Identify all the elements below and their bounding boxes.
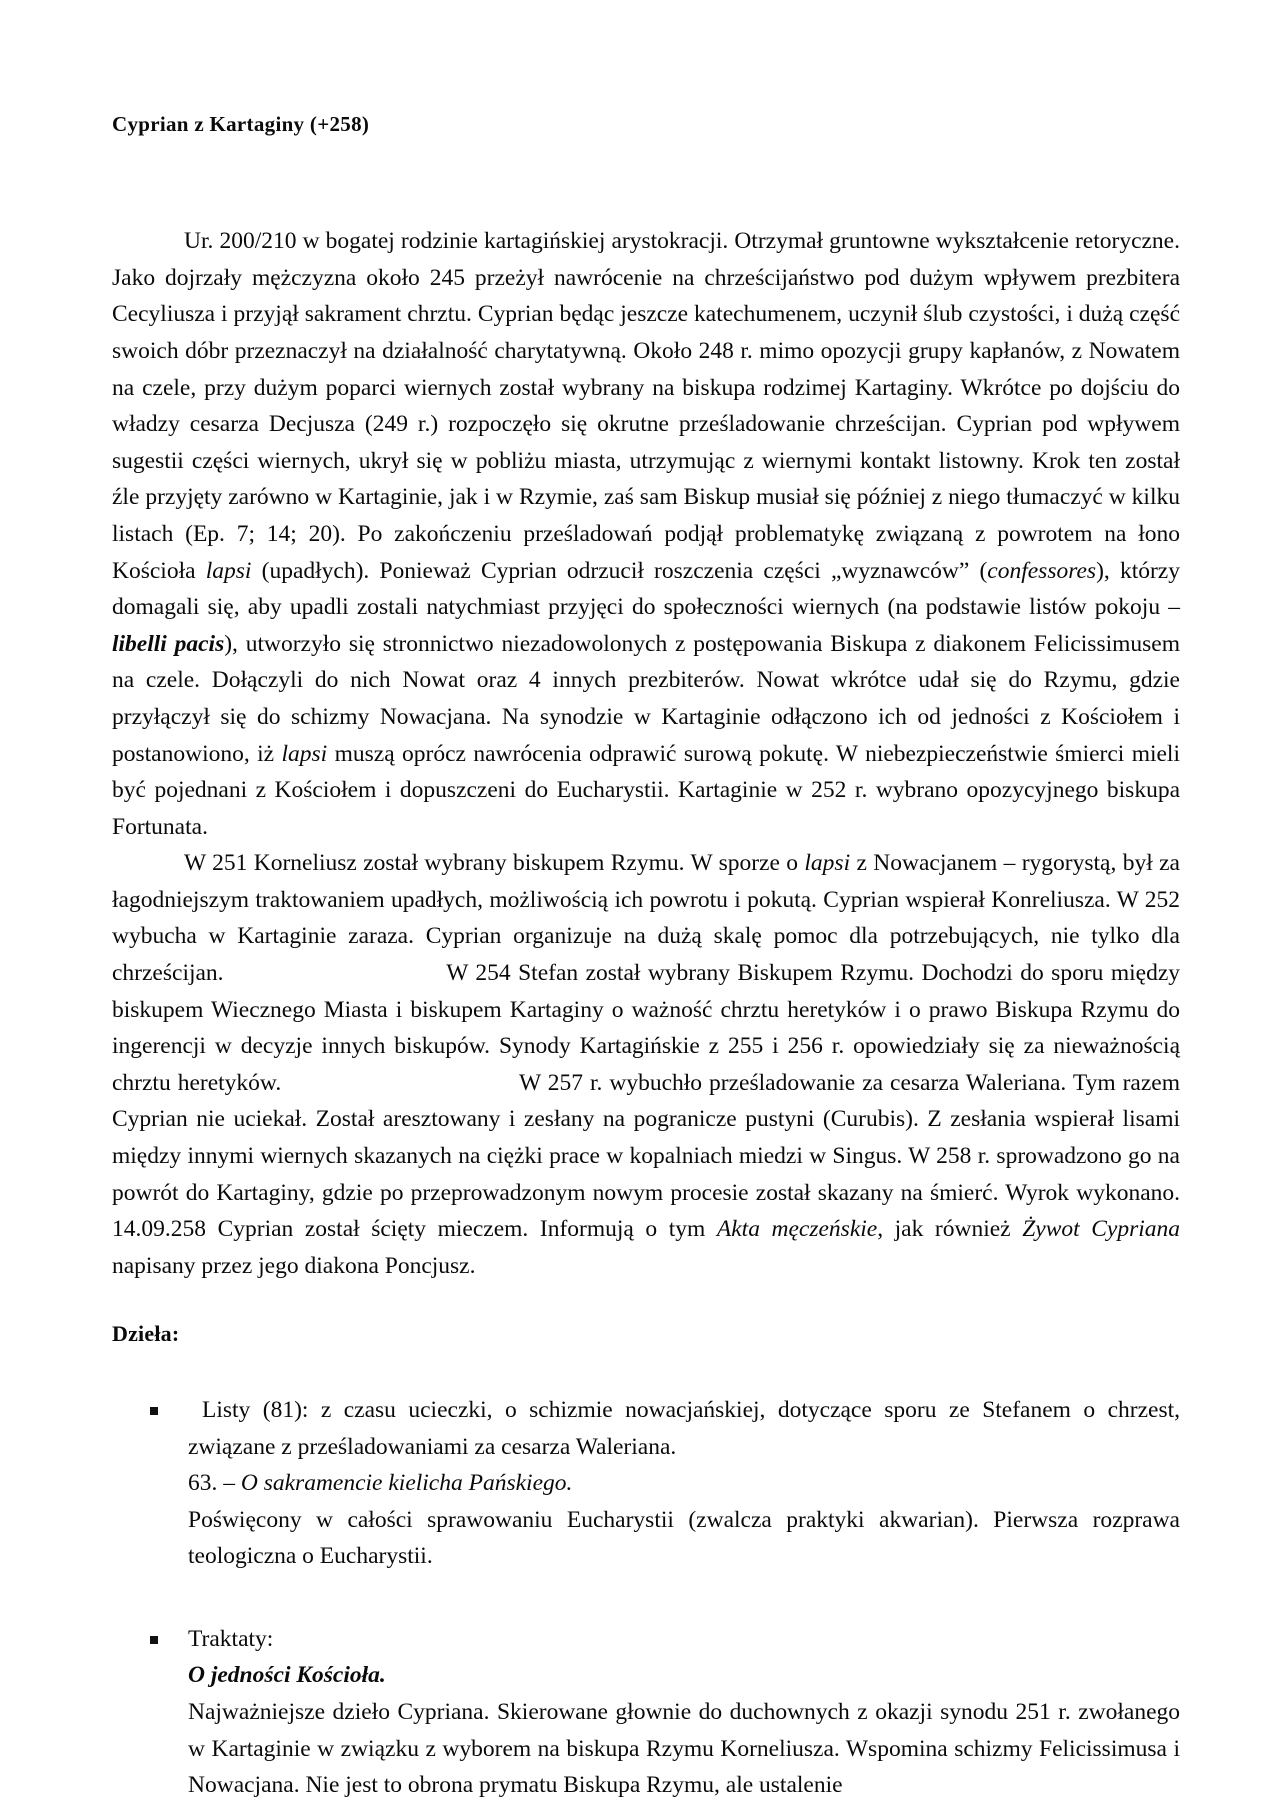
text-run: ), utworzyło się stronnictwo niezadowolonych z postępowania Biskupa z diakonem Felicissimusem na czele. Dołączyli do nich Nowat oraz 4 innych prezbiterów. Nowat wkrótce udał się do Rzymu, gdzie przyłączył się do schizmy Nowacjana. Na synodzie w Kartaginie odłączono ich od jedności z Kościołem i postanowiono, iż (112, 630, 1180, 767)
emphasis-italic: lapsi (804, 850, 851, 877)
works-list-spacer (112, 1348, 1180, 1392)
page-title: Cyprian z Kartaginy (+258) (112, 112, 370, 136)
text-run: Traktaty: (188, 1625, 274, 1652)
works-list (112, 1392, 1180, 1804)
list-item-line (188, 1502, 1180, 1575)
square-bullet (150, 1636, 158, 1644)
text-run: W 254 Stefan został wybrany Biskupem Rzymu. Dochodzi do sporu między biskupem Wiecznego Miasta i biskupem Kartaginy o ważność chrztu heretyków i o prawo Biskupa Rzymu do ingerencji w decyzje innych biskupów. Synody Kartagińskie z 255 i 256 r. opowiedziały się za nieważnością chrztu heretyków. (112, 960, 1180, 1096)
list-item-line (188, 1465, 1180, 1502)
inline-tab-gap (224, 960, 447, 986)
paragraph-korneliusz (112, 845, 1180, 1284)
list-item (112, 1621, 1180, 1804)
works-heading-spacer (112, 1284, 1180, 1320)
text-run: Listy (81): z czasu ucieczki, o schizmie nowacjańskiej, dotyczące sporu ze Stefanem o chrzest, związane z prześladowaniami za cesarza Waleriana. (188, 1396, 1180, 1460)
text-run: Najważniejsze dzieło Cypriana. Skierowane głownie do duchownych z okazji synodu 251 r. zwołanego w Kartaginie w związku z wyborem na biskupa Rzymu Korneliusza. Wspomina schizmy Felicissimusa i Nowacjana. Nie jest to obrona prymatu Biskupa Rzymu, ale ustalenie (188, 1699, 1180, 1799)
emphasis-italic-bold: O jedności Kościoła. (188, 1662, 386, 1689)
text-run: muszą oprócz nawrócenia odprawić surową pokutę. W niebezpieczeństwie śmierci mieli być pojednani z Kościołem i dopuszczeni do Eucharystii. Kartaginie w 252 r. wybrano opozycyjnego biskupa Fortunata. (112, 740, 1180, 840)
list-item-line (188, 1392, 1180, 1465)
text-run: , jak również (877, 1216, 1023, 1243)
text-run: Ur. 200/210 w bogatej rodzinie kartagińskiej arystokracji. Otrzymał gruntowne wykształcenie retoryczne. Jako dojrzały mężczyzna około 245 przeżył nawrócenie na chrześcijaństwo pod dużym wpływem prezbitera Cecyliusza i przyjął sakrament chrztu. Cyprian będąc jeszcze katechumenem, uczynił ślub czystości, i dużą część swoich dóbr przeznaczył na działalność charytatywną. Około 248 r. mimo opozycji grupy kapłanów, z Nowatem na czele, przy dużym poparci wiernych został wybrany na biskupa rodzimej Kartaginy. Wkrótce po dojściu do władzy cesarza Decjusza (249 r.) rozpoczęło się okrutne prześladowanie chrześcijan. Cyprian pod wpływem sugestii części wiernych, ukrył się w pobliżu miasta, utrzymując z wiernymi kontakt listowny. Krok ten został źle przyjęty zarówno w Kartaginie, jak i w Rzymie, zaś sam Biskup musiał się później z niego tłumaczyć w kilku listach (Ep. 7; 14; 20). Po zakończeniu prześladowań podjął problematykę związaną z powrotem na łono Kościoła (112, 228, 1180, 584)
emphasis-italic-bold: libelli pacis (112, 630, 225, 657)
list-item (112, 1392, 1180, 1575)
text-run: ), którzy domagali się, aby upadli zostali natychmiast przyjęci do społeczności wiernych (na podstawie listów pokoju – (112, 557, 1180, 621)
emphasis-italic: confessores (987, 557, 1097, 584)
emphasis-italic: Żywot Cypriana (1022, 1216, 1180, 1243)
list-item-line (188, 1621, 1180, 1658)
list-item-line (188, 1657, 1180, 1694)
works-heading: Dzieła: (112, 1321, 180, 1347)
emphasis-italic: lapsi (205, 557, 252, 584)
text-run: W 257 r. wybuchło prześladowanie za cesarza Waleriana. Tym razem Cyprian nie uciekał. Został aresztowany i zesłany na pogranicze pustyni (Curubis). Z zesłania wspierał lisami między innymi wiernych skazanych na ciężki prace w kopalniach miedzi w Singus. W 258 r. sprowadzono go na powrót do Kartaginy, gdzie po przeprowadzonym nowym procesie został skazany na śmierć. Wyrok wykonano. 14.09.258 Cyprian został ścięty mieczem. Informują o tym (112, 1069, 1181, 1243)
square-bullet (150, 1407, 158, 1415)
text-run: napisany przez jego diakona Poncjusz. (112, 1252, 476, 1279)
body-paragraphs (112, 223, 1180, 1284)
inline-tab-gap (281, 1070, 519, 1096)
text-run: (upadłych). Ponieważ Cyprian odrzucił roszczenia części „wyznawców” ( (251, 557, 988, 584)
document-content (112, 112, 1180, 1804)
text-run: Poświęcony w całości sprawowaniu Eucharystii (zwalcza praktyki akwarian). Pierwsza rozprawa teologiczna o Eucharystii. (188, 1506, 1180, 1570)
text-run: W 251 Korneliusz został wybrany biskupem Rzymu. W sporze o (184, 850, 805, 877)
text-run: z Nowacjanem – rygorystą, był za łagodniejszym traktowaniem upadłych, możliwością ich powrotu i pokutą. Cyprian wspierał Konreliusza. W 252 wybucha w Kartaginie zaraza. Cyprian organizuje na dużą skalę pomoc dla potrzebujących, nie tylko dla chrześcijan. (112, 850, 1180, 987)
emphasis-italic: Akta męczeńskie (716, 1216, 878, 1243)
list-item-line (188, 1694, 1180, 1804)
text-run: 63. – (188, 1470, 241, 1497)
paragraph-bio (112, 223, 1180, 845)
title-spacer (112, 137, 1180, 223)
emphasis-italic: lapsi (281, 740, 328, 767)
emphasis-italic: O sakramencie kielicha Pańskiego. (240, 1470, 573, 1497)
